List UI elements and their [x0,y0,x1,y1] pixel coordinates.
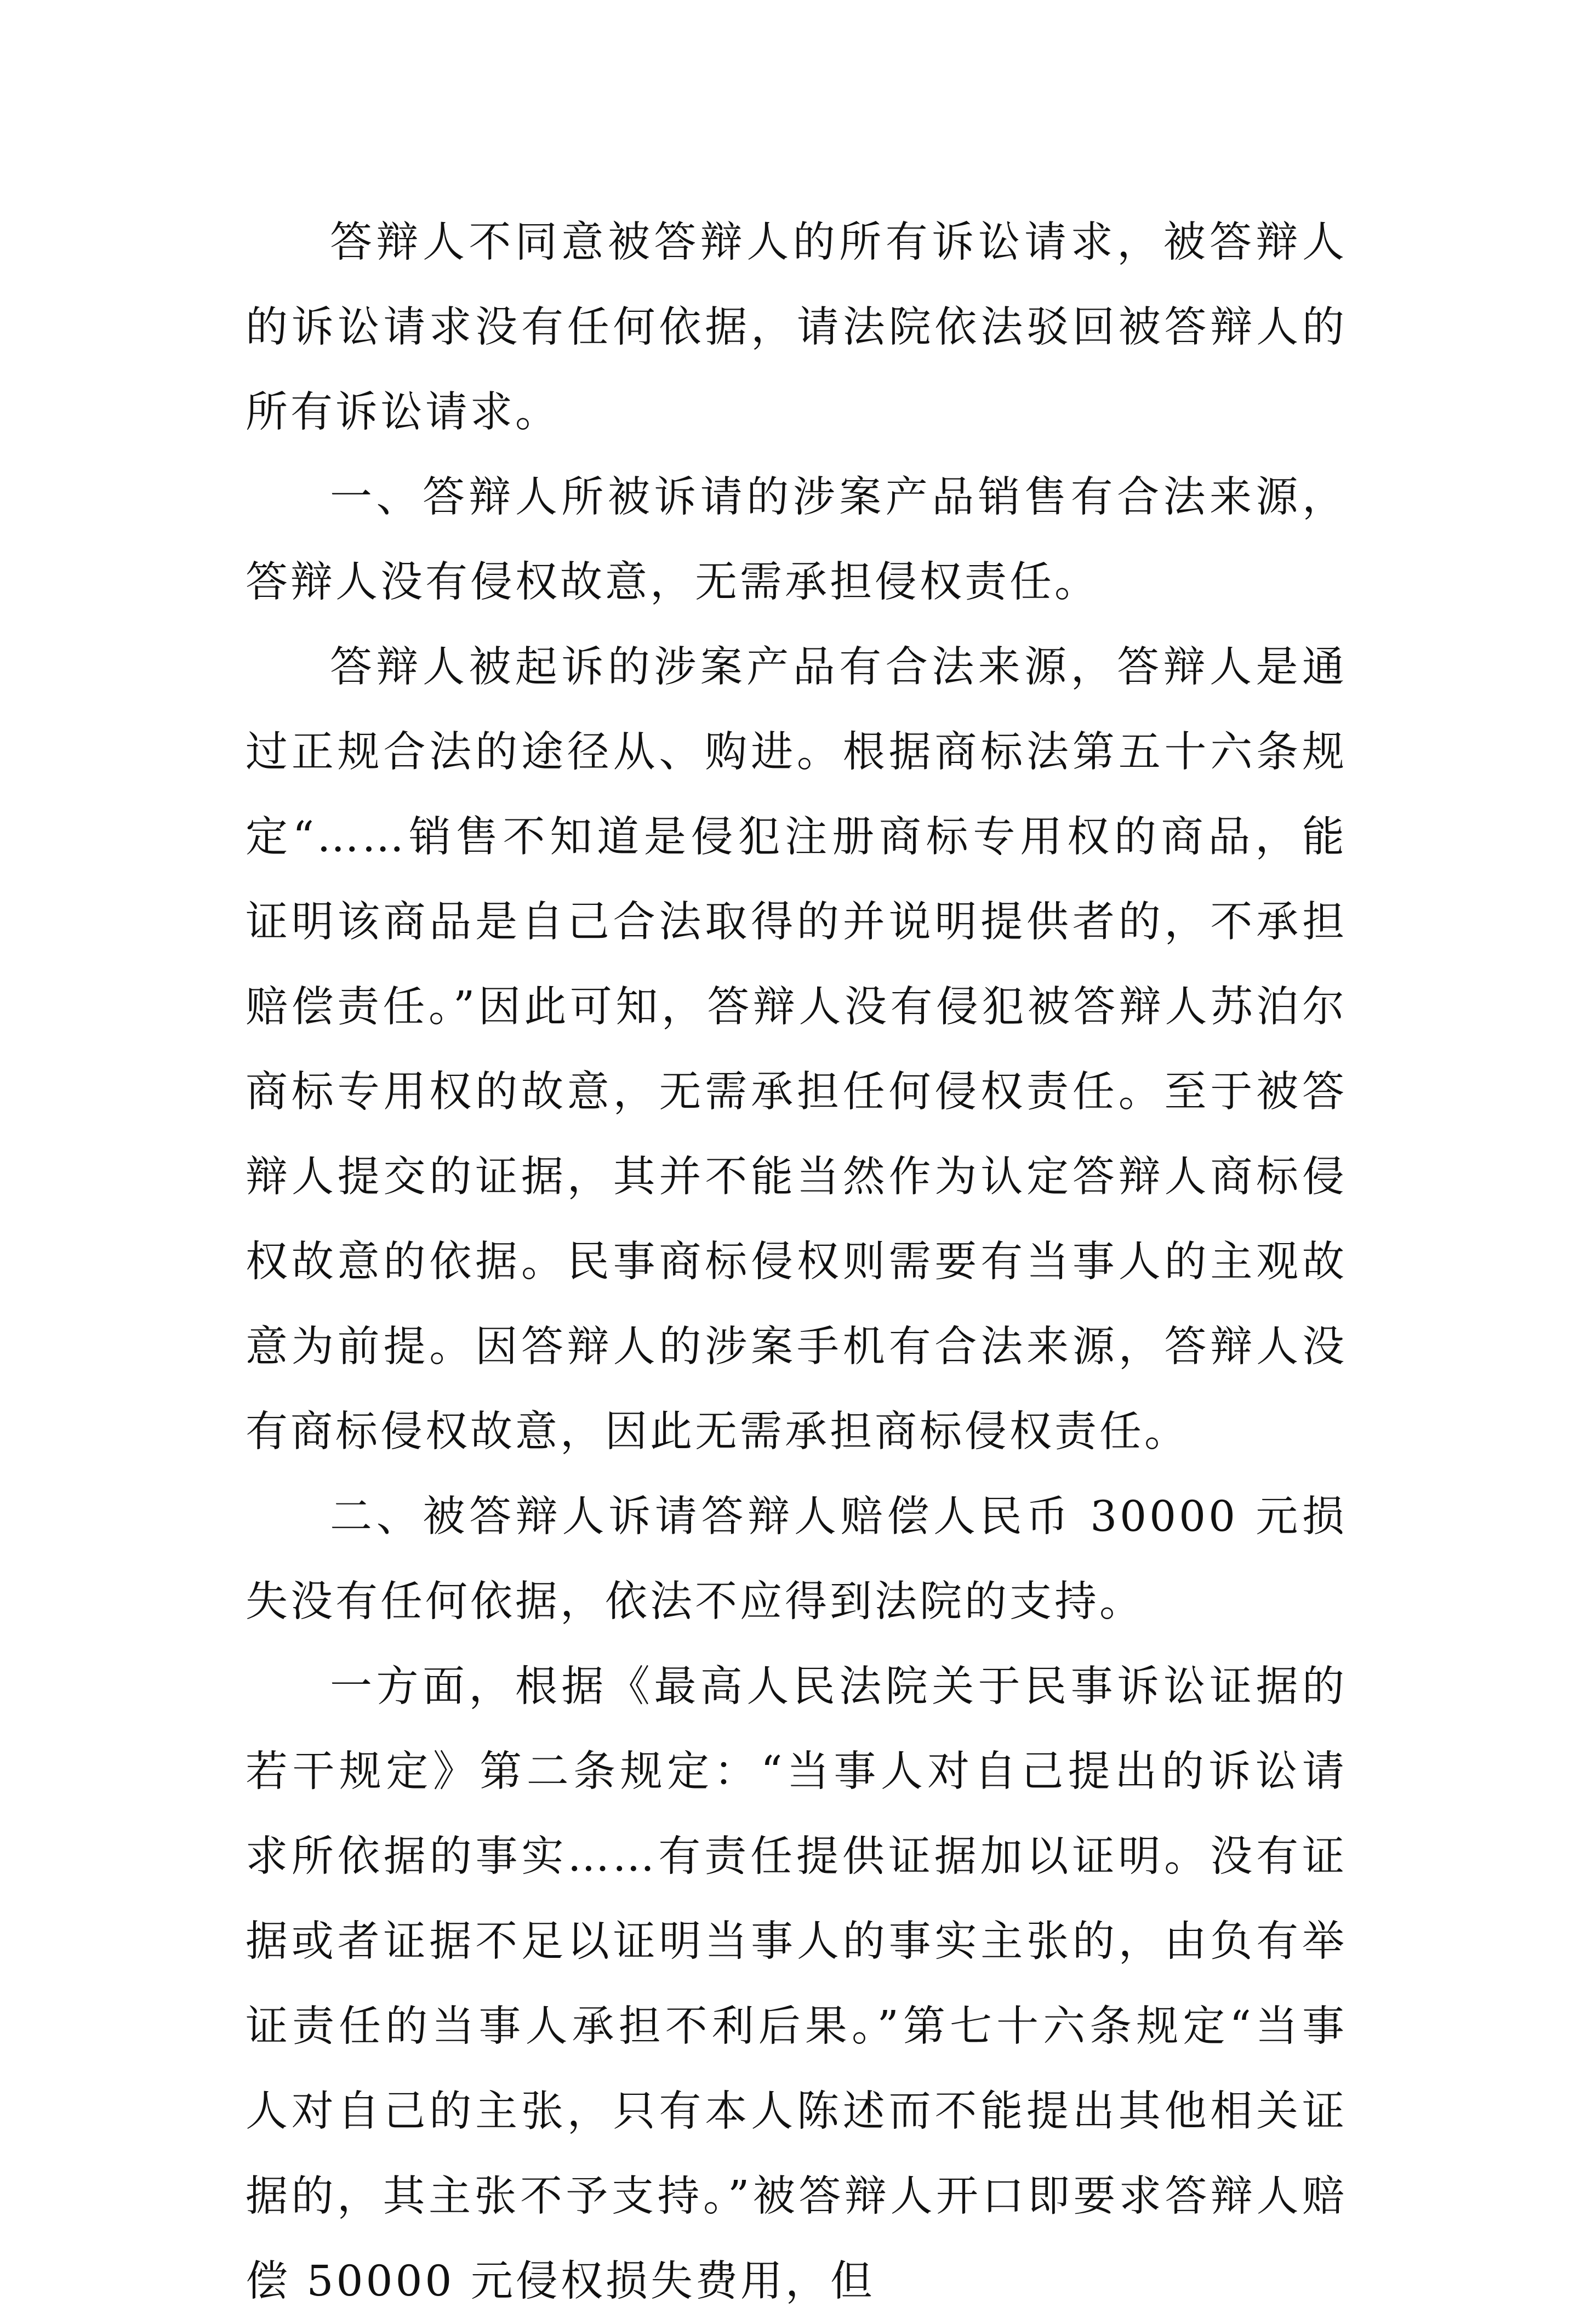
paragraph-section-two-heading: 二、被答辩人诉请答辩人赔偿人民币 30000 元损失没有任何依据，依法不应得到法院的支持。 [246,1493,1347,1626]
document-body [246,200,1347,2324]
paragraph-evidence-rules: 一方面，根据《最高人民法院关于民事诉讼证据的若干规定》第二条规定：“当事人对自己提出的诉讼请求所依据的事实……有责任提供证据加以证明。没有证据或者证据不足以证明当事人的事实主张的，由负有举证责任的当事人承担不利后果。”第七十六条规定“当事人对自己的主张，只有本人陈述而不能提出其他相关证据的，其主张不予支持。”被答辩人开口即要求答辩人赔偿 50000 元侵权损失费用，但 [246,1662,1347,2306]
paragraph-legal-source: 答辩人被起诉的涉案产品有合法来源，答辩人是通过正规合法的途径从、购进。根据商标法第五十六条规定“……销售不知道是侵犯注册商标专用权的商品，能证明该商品是自己合法取得的并说明提供者的，不承担赔偿责任。”因此可知，答辩人没有侵犯被答辩人苏泊尔商标专用权的故意，无需承担任何侵权责任。至于被答辩人提交的证据，其并不能当然作为认定答辩人商标侵权故意的依据。民事商标侵权则需要有当事人的主观故意为前提。因答辩人的涉案手机有合法来源，答辩人没有商标侵权故意，因此无需承担商标侵权责任。 [246,643,1347,1456]
paragraph-section-one-heading: 一、答辩人所被诉请的涉案产品销售有合法来源，答辩人没有侵权故意，无需承担侵权责任。 [246,473,1347,607]
paragraph-disagreement: 答辩人不同意被答辩人的所有诉讼请求，被答辩人的诉讼请求没有任何依据，请法院依法驳回被答辩人的所有诉讼请求。 [246,218,1347,437]
